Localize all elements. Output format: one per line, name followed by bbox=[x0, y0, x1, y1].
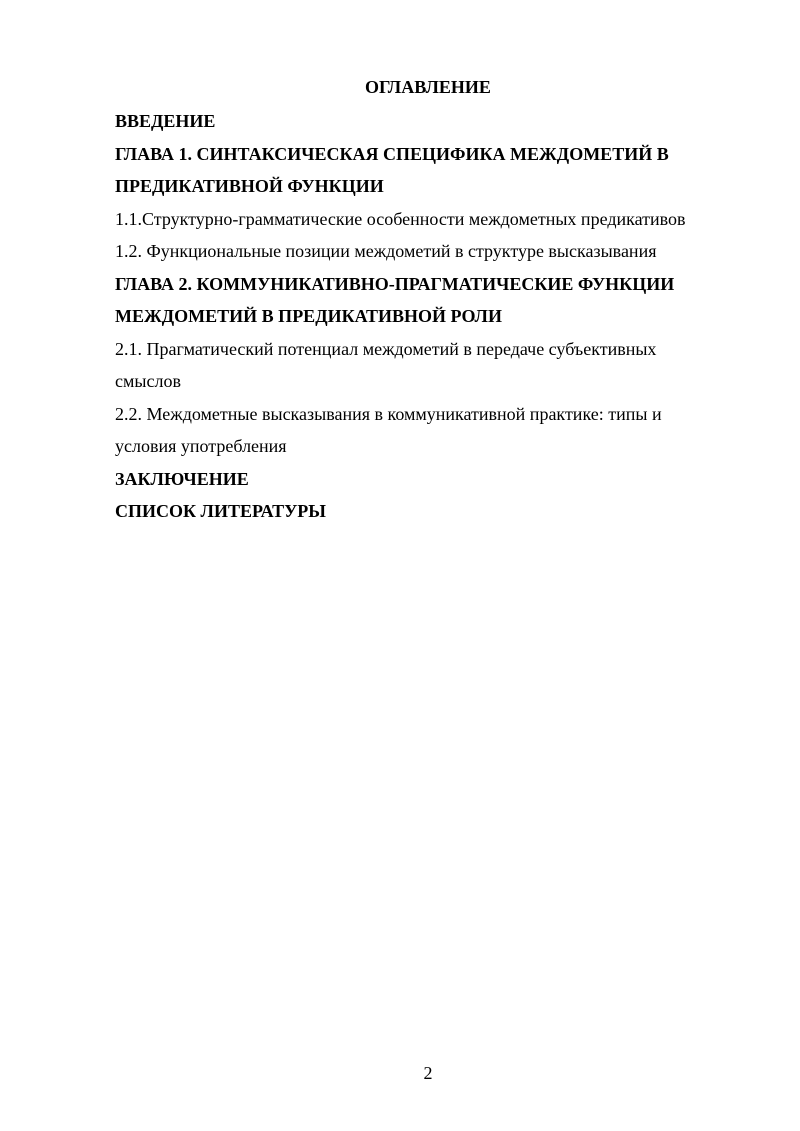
toc-entry-chapter-1: ГЛАВА 1. СИНТАКСИЧЕСКАЯ СПЕЦИФИКА МЕЖДОМЕТИЙ В ПРЕДИКАТИВНОЙ ФУНКЦИИ bbox=[115, 143, 669, 196]
toc-entry-introduction: ВВЕДЕНИЕ bbox=[115, 111, 216, 131]
toc-entry-chapter-2: ГЛАВА 2. КОММУНИКАТИВНО-ПРАГМАТИЧЕСКИЕ ФУНКЦИИ МЕЖДОМЕТИЙ В ПРЕДИКАТИВНОЙ РОЛИ bbox=[115, 273, 675, 326]
toc-entry-references: СПИСОК ЛИТЕРАТУРЫ bbox=[115, 501, 326, 521]
toc-entry-section-2-1: 2.1. Прагматический потенциал междометий в передаче субъективных смыслов bbox=[115, 338, 657, 391]
toc-entry-section-2-2: 2.2. Междометные высказывания в коммуникативной практике: типы и условия употребления bbox=[115, 403, 662, 456]
toc-entry-section-1-2: 1.2. Функциональные позиции междометий в структуре высказывания bbox=[115, 241, 657, 261]
page-title: ОГЛАВЛЕНИЕ bbox=[365, 77, 491, 97]
toc-entry-section-1-1: 1.1.Структурно-грамматические особенности междометных предикативов bbox=[115, 208, 686, 229]
toc-entry-conclusion: ЗАКЛЮЧЕНИЕ bbox=[115, 468, 249, 489]
page-number: 2 bbox=[423, 1063, 433, 1083]
table-of-contents bbox=[115, 105, 725, 528]
